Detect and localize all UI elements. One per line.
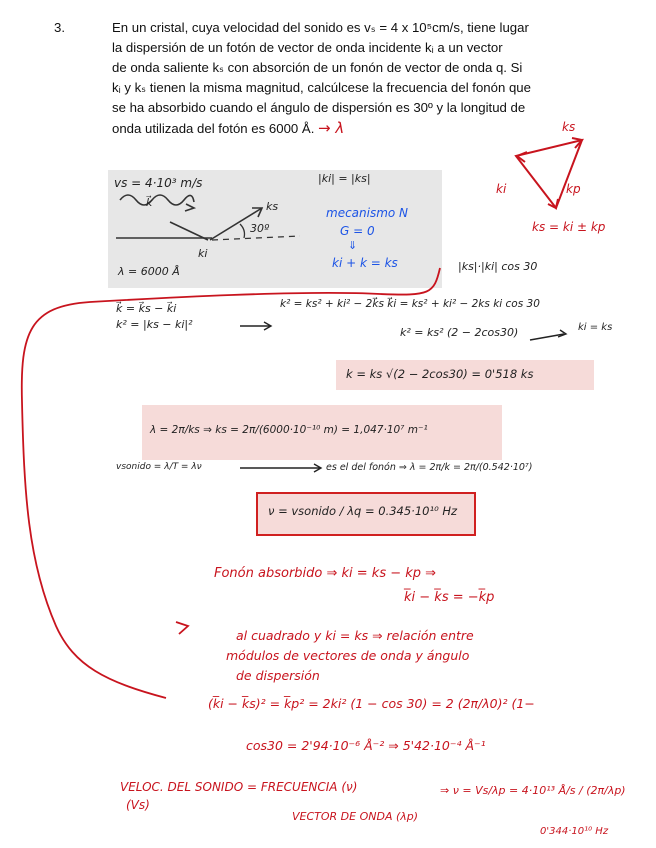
triangle-ks: ks <box>562 120 576 134</box>
fonon-eq: es el del fonón ⇒ λ = 2π/k = 2π/(0.542·10⁷) <box>326 462 533 473</box>
red-note-10: ⇒ ν = Vs/λp = 4·10¹³ Å/s / (2π/λp) <box>440 784 626 797</box>
vsonido-eq: vsonido = λ/T = λν <box>116 462 202 472</box>
red-note-5: de dispersión <box>236 668 320 683</box>
magnitude-eq: |ki| = |ks| <box>318 172 371 185</box>
expansion-line: k² = ks² + ki² − 2k⃗s k⃗i = ks² + ki² − 2ks ki cos 30 <box>280 298 540 310</box>
problem-number: 3. <box>54 20 65 35</box>
mechanism-label: mecanismo N <box>326 206 409 220</box>
problem-line: kᵢ y kₛ tienen la misma magnitud, calcúlcese la frecuencia del fonón que <box>112 80 531 95</box>
k-result: k = ks √(2 − 2cos30) = 0'518 ks <box>346 367 534 381</box>
lambda-ks-eq: λ = 2π/ks ⇒ ks = 2π/(6000·10⁻¹⁰ m) = 1,047·10⁷ m⁻¹ <box>150 424 428 436</box>
problem-line: la dispersión de un fotón de vector de onda incidente kᵢ a un vector <box>112 40 503 55</box>
problem-line: onda utilizada del fotón es 6000 Å. → λ <box>112 119 345 137</box>
vector-sum: ki + k = ks <box>332 256 398 270</box>
red-note-2: k̅i − k̅s = −k̅p <box>404 590 495 605</box>
red-note-8b: (Vs) <box>126 798 150 812</box>
lambda-label: λ = 6000 Å <box>118 265 180 278</box>
triangle-eq: ks = ki ± kp <box>532 220 606 234</box>
angle-arc <box>240 224 245 238</box>
implies-arrow: ⇓ <box>348 239 358 252</box>
ki-equals-ks: ki = ks <box>578 322 613 333</box>
mod-cos-line: |ks|·|ki| cos 30 <box>458 260 538 273</box>
k-square-line: k² = |ks − ki|² <box>116 318 193 331</box>
red-note-11: 0'344·10¹⁰ Hz <box>540 826 609 837</box>
triangle-ki: ki <box>496 182 507 196</box>
problem-line: En un cristal, cuya velocidad del sonido es vₛ = 4 x 10⁵cm/s, tiene lugar <box>112 20 529 35</box>
red-note-9: VECTOR DE ONDA (λp) <box>292 810 419 823</box>
vector-triangle-icon <box>516 140 582 208</box>
lambda-mark: → λ <box>318 119 345 137</box>
problem-line: de onda saliente kₛ con absorción de un fonón de vector de onda q. Si <box>112 60 523 75</box>
k-diff-line: k⃗ = k⃗s − k⃗i <box>116 302 177 315</box>
dashed-reference <box>212 236 300 240</box>
red-note-6: (k̅i − k̅s)² = k̅p² = 2ki² (1 − cos 30) = 2 (2π/λ0)² (1− <box>208 696 535 711</box>
red-note-4: módulos de vectores de onda y ángulo <box>226 648 470 663</box>
problem-line: se ha absorbido cuando el ángulo de dispersión es 30º y la longitud de <box>112 100 526 115</box>
red-note-8: VELOC. DEL SONIDO = FRECUENCIA (ν) <box>120 780 358 794</box>
frequency-result: ν = vsonido / λq = 0.345·10¹⁰ Hz <box>268 504 458 518</box>
k-square-2: k² = ks² (2 − 2cos30) <box>400 326 519 339</box>
red-note-1: Fonón absorbido ⇒ ki = ks − kp ⇒ <box>214 566 437 581</box>
ks-label: ks <box>266 200 279 213</box>
red-note-7: cos30 = 2'94·10⁻⁶ Å⁻² ⇒ 5'42·10⁻⁴ Å⁻¹ <box>246 738 486 753</box>
ki-label: ki <box>198 247 208 260</box>
triangle-kp: kp <box>566 182 581 196</box>
incident-wave-icon <box>120 195 194 205</box>
vs-label: vs = 4·10³ m/s <box>114 176 203 190</box>
k-vector-label: k⃗ <box>146 196 153 209</box>
red-note-3: al cuadrado y ki = ks ⇒ relación entre <box>236 628 474 643</box>
g-zero: G = 0 <box>340 224 375 238</box>
angle-label: 30º <box>250 222 270 235</box>
